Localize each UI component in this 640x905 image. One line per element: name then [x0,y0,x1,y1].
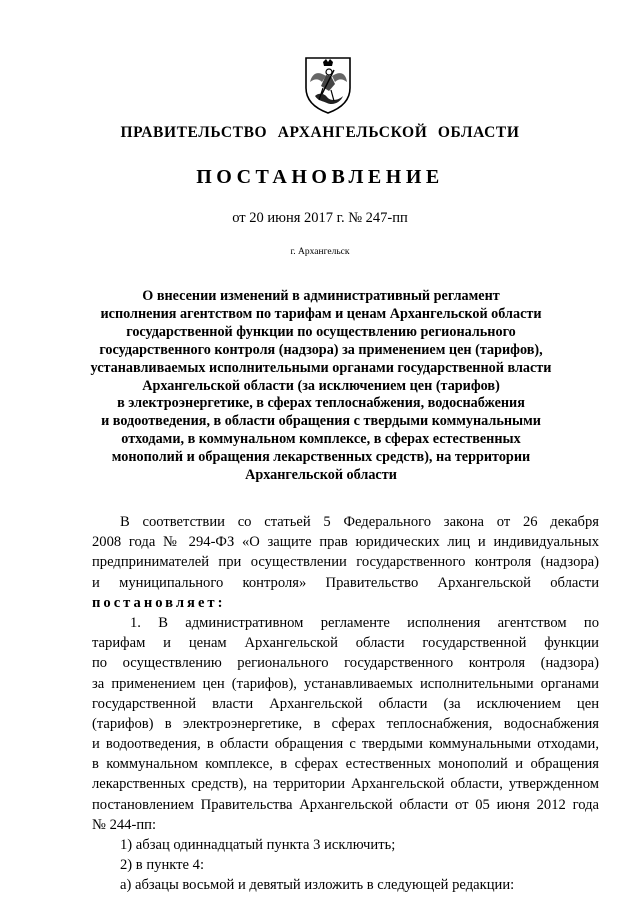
subitem: 2) в пункте 4: [120,857,205,874]
subject-line: исполнения агентством по тарифам и ценам Архангельской области [100,305,542,322]
document-type: ПОСТАНОВЛЕНИЕ [196,166,444,188]
resolves-word: постановляет [92,594,218,611]
subject-line: государственного контроля (надзора) за применением цен (тарифов), [99,341,543,358]
government-word: АРХАНГЕЛЬСКОЙ [277,124,428,141]
resolves-line [92,593,599,613]
item-1-line: № 244-пп: [92,816,156,833]
item-1-line: 1. В административном регламенте исполнения агентством по [130,614,599,631]
preamble [92,512,599,613]
subitem: 1) абзац одиннадцатый пункта 3 исключить; [120,837,396,853]
subject-line: государственной функции по осуществлению регионального [126,323,516,340]
document-date-number: от 20 июня 2017 г. № 247-пп [232,210,408,226]
preamble-line: и муниципального контроля» Правительство Архангельской области [92,574,599,591]
government-word: ПРАВИТЕЛЬСТВО [120,124,268,141]
government-name [0,124,640,142]
subject-line: и водоотведения, в области обращения с твердыми коммунальными [101,413,541,430]
government-word: ОБЛАСТИ [437,124,520,141]
item-1-line: и водоотведения, в области обращения с твердыми коммунальными отходами, [92,736,599,753]
item-1-line: в коммунальном комплексе, в сферах естественных монополий и обращения [92,756,599,773]
item-1 [92,613,599,835]
item-1-line: государственной власти Архангельской области (за исключением цен [92,695,599,712]
document-city: г. Архангельск [290,247,350,257]
preamble-line: 2008 года № 294-ФЗ «О защите прав юридических лиц и индивидуальных [92,534,599,551]
subject-line: в электроэнергетике, в сферах теплоснабжения, водоснабжения [117,395,525,412]
preamble-line: В соответствии со статьей 5 Федерального закона от 26 декабря [120,514,599,530]
subject-line: О внесении изменений в административный регламент [142,288,500,304]
subject-line: устанавливаемых исполнительными органами государственной власти [90,359,552,376]
subject-line: Архангельской области (за исключением цен (тарифов) [142,377,500,394]
document-body [92,512,599,896]
item-1-line: лекарственных средств), на территории Архангельской области, утвержденном [92,776,599,793]
item-1-line: за применением цен (тарифов), устанавливаемых исполнительными органами [92,675,599,692]
subject-line: отходами, в коммунальном комплексе, в сферах естественных [121,431,521,448]
item-1-line: тарифам и ценам Архангельской области государственной функции [92,635,599,652]
subitem: а) абзацы восьмой и девятый изложить в следующей редакции: [120,877,515,894]
preamble-line: предпринимателей при осуществлении государственного контроля (надзора) [92,554,599,571]
subject-line: монополий и обращения лекарственных средств), на территории [111,449,531,466]
item-1-line: (тарифов) в электроэнергетике, в сферах теплоснабжения, водоснабжения [92,715,599,732]
subject-line: Архангельской области [245,467,397,484]
resolves-colon: : [217,594,223,611]
coat-of-arms-icon [303,56,353,114]
item-1-line: постановлением Правительства Архангельской области от 05 июня 2012 года [92,796,599,813]
item-1-line: по осуществлению регионального государственного контроля (надзора) [92,655,599,672]
document-subject [86,288,556,485]
